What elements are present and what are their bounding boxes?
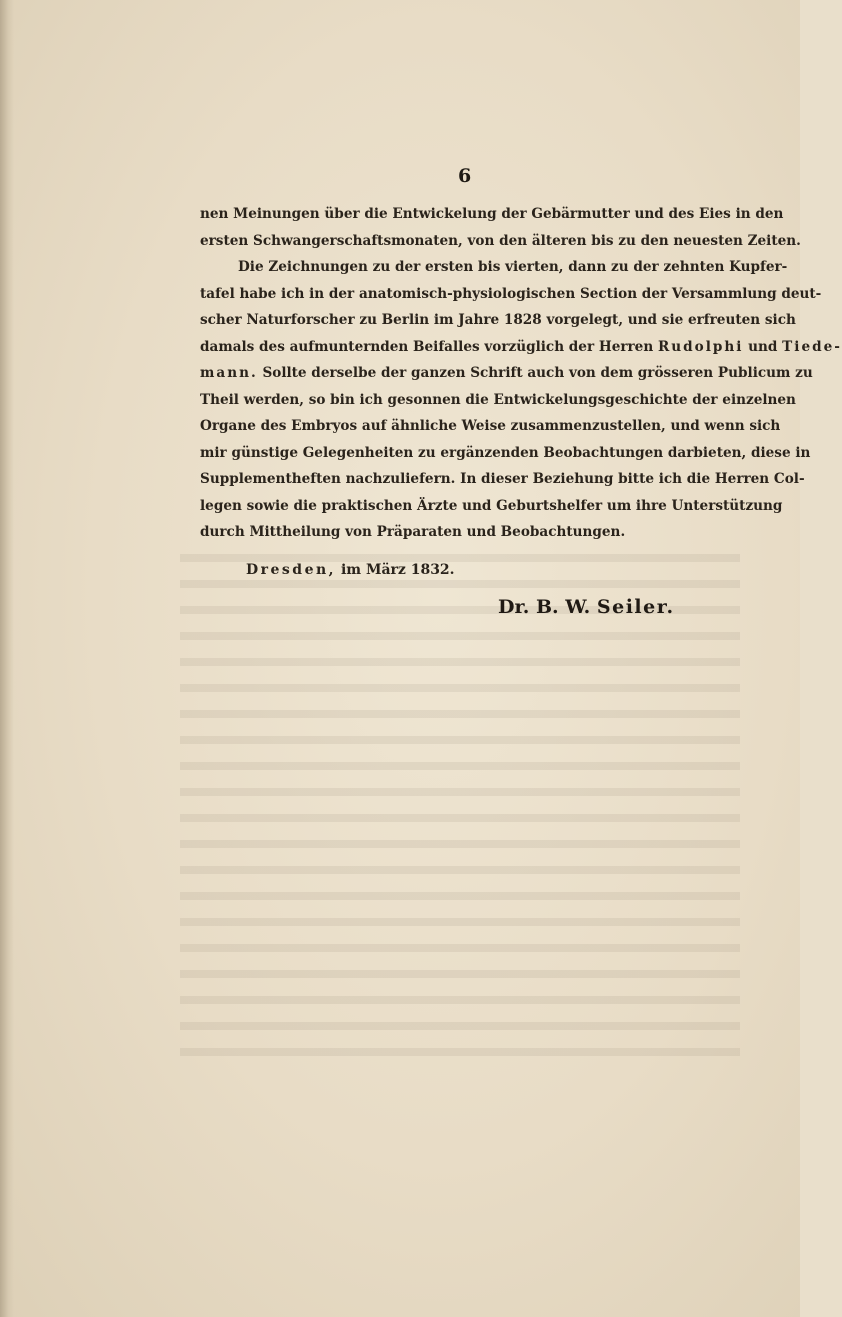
dateline-city: Dresden, bbox=[246, 562, 337, 578]
text-line: Supplementheften nachzuliefern. In dieser Beziehung bitte ich die Herren Col- bbox=[200, 471, 805, 487]
text-fragment: und bbox=[748, 338, 778, 355]
body-text bbox=[200, 201, 842, 546]
signature bbox=[498, 596, 675, 618]
text-line: scher Naturforscher zu Berlin im Jahre 1828 vorgelegt, und sie erfreuten sich bbox=[200, 312, 796, 328]
text-fragment: damals des aufmunternden Beifalles vorzüglich der Herren bbox=[200, 338, 654, 355]
text-line: mir günstige Gelegenheiten zu ergänzenden Beobachtungen darbieten, diese in bbox=[200, 444, 811, 461]
text-line: Organe des Embryos auf ähnliche Weise zusammenzustellen, und wenn sich bbox=[200, 418, 781, 434]
dateline-date: im März 1832. bbox=[340, 562, 455, 578]
name-rudolphi: Rudolphi bbox=[657, 338, 744, 355]
signature-name: Seiler. bbox=[596, 596, 675, 618]
text-fragment: Sollte derselbe der ganzen Schrift auch von dem grösseren Publicum zu bbox=[262, 365, 813, 381]
text-line: ersten Schwangerschaftsmonaten, von den älteren bis zu den neuesten Zeiten. bbox=[200, 232, 801, 249]
text-line bbox=[200, 360, 813, 387]
page-number: 6 bbox=[458, 165, 472, 187]
page-gutter bbox=[0, 0, 14, 1317]
text-line: Theil werden, so bin ich gesonnen die Entwickelungsgeschichte der einzelnen bbox=[200, 391, 796, 408]
text-line: tafel habe ich in der anatomisch-physiologischen Section der Versammlung deut- bbox=[200, 285, 822, 302]
dateline bbox=[246, 562, 455, 578]
text-line bbox=[200, 334, 842, 361]
text-line: nen Meinungen über die Entwickelung der Gebärmutter und des Eies in den bbox=[200, 206, 784, 222]
text-line: durch Mittheilung von Präparaten und Beobachtungen. bbox=[200, 524, 626, 540]
name-tiedemann-part1: Tiede- bbox=[782, 338, 842, 355]
text-line: legen sowie die praktischen Ärzte und Geburtshelfer um ihre Unterstützung bbox=[200, 497, 783, 514]
signature-initials: Dr. B. W. bbox=[498, 596, 591, 618]
text-line: Die Zeichnungen zu der ersten bis vierten, dann zu der zehnten Kupfer- bbox=[238, 259, 788, 275]
show-through-text bbox=[180, 540, 740, 1060]
name-tiedemann-part2: mann. bbox=[200, 365, 258, 381]
